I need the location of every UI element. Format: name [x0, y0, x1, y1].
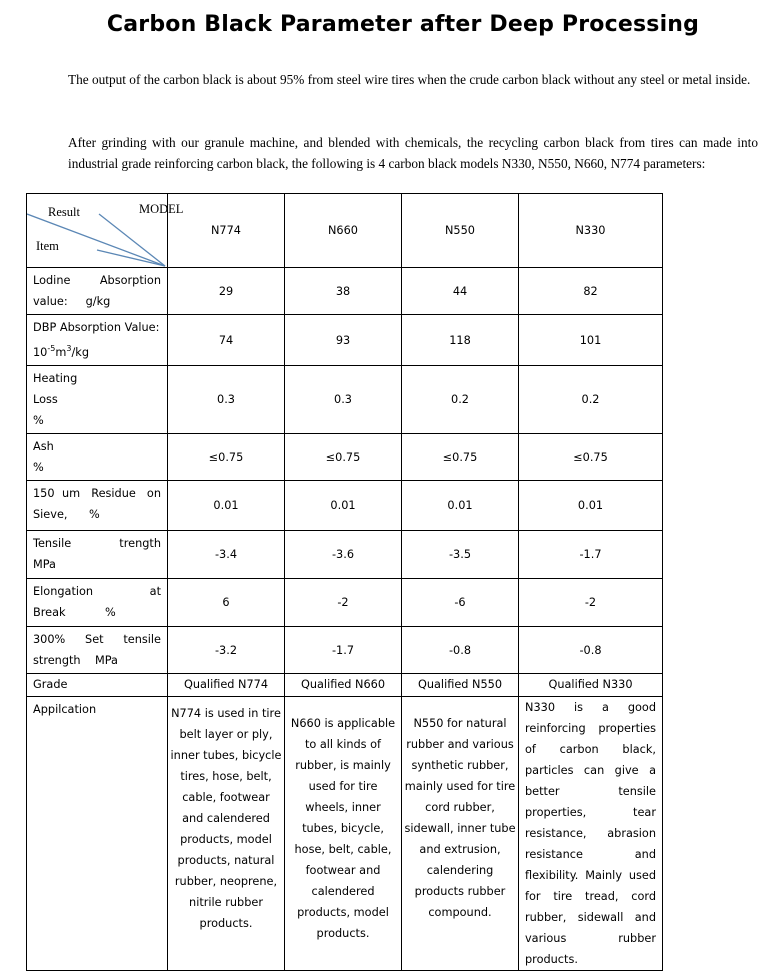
result-label: Result: [48, 205, 80, 219]
table-row: [27, 627, 663, 674]
table-cell: 44: [402, 268, 519, 315]
table-cell: -3.6: [285, 531, 402, 579]
intro-paragraph-1: The output of the carbon black is about 95% from steel wire tires when the crude carbon black without any steel or metal inside.: [68, 72, 751, 87]
table-cell: -3.4: [168, 531, 285, 579]
table-cell: 6: [168, 579, 285, 627]
application-cell: N550 for natural rubber and various synthetic rubber, mainly used for tire cord rubber, sidewall, inner tube and extrusion, calendering products rubber compound.: [402, 697, 519, 971]
row-item-label: Tensile trength MPa: [27, 531, 168, 579]
model-header: N774: [168, 194, 285, 268]
table-cell: ≤0.75: [519, 434, 663, 481]
table-cell: 0.01: [519, 481, 663, 531]
table-cell: 74: [168, 315, 285, 366]
grade-label: Grade: [27, 674, 168, 697]
model-label: MODEL: [139, 202, 184, 216]
table-cell: -3.2: [168, 627, 285, 674]
table-cell: 0.01: [285, 481, 402, 531]
table-cell: -2: [285, 579, 402, 627]
table-cell: 118: [402, 315, 519, 366]
header-row: [27, 194, 663, 268]
application-row: [27, 697, 663, 971]
table-cell: 82: [519, 268, 663, 315]
row-item-label: 150 um Residue on Sieve, %: [27, 481, 168, 531]
row-item-label: Elongation at Break %: [27, 579, 168, 627]
table-cell: -6: [402, 579, 519, 627]
application-cell: N774 is used in tire belt layer or ply, inner tubes, bicycle tires, hose, belt, cable, footwear and calendered products, model products, natural rubber, neoprene, nitrile rubber products.: [168, 697, 285, 971]
table-row: [27, 481, 663, 531]
model-header: N330: [519, 194, 663, 268]
table-cell: 93: [285, 315, 402, 366]
table-row: [27, 366, 663, 434]
row-item-label: 300% Set tensile strength MPa: [27, 627, 168, 674]
application-cell: N660 is applicable to all kinds of rubber, is mainly used for tire wheels, inner tubes, bicycle, hose, belt, cable, footwear and calendered products, model products.: [285, 697, 402, 971]
row-item-label: DBP Absorption Value: $10^{-5}m^3/kg$: [27, 315, 168, 366]
row-item-label: Heating Loss %: [27, 366, 168, 434]
table-row: [27, 268, 663, 315]
diagonal-header-cell: [27, 194, 184, 268]
table-cell: ≤0.75: [402, 434, 519, 481]
row-item-label: Ash %: [27, 434, 168, 481]
model-header: N550: [402, 194, 519, 268]
model-header: N660: [285, 194, 402, 268]
table-cell: 0.2: [519, 366, 663, 434]
table-cell: -0.8: [402, 627, 519, 674]
intro-paragraph-2: After grinding with our granule machine, and blended with chemicals, the recycling carbon black from tires can made into industrial grade reinforcing carbon black, the following is 4 carbon black models N330, N550, N660, N774 parameters:: [68, 135, 758, 171]
table-row: [27, 315, 663, 366]
application-label: Appilcation: [27, 697, 168, 971]
table-cell: -0.8: [519, 627, 663, 674]
grade-cell: Qualified N774: [168, 674, 285, 697]
application-cell: N330 is a good reinforcing properties of carbon black, particles can give a better tensile properties, tear resistance, abrasion resistance and flexibility. Mainly used for tire tread, cord rubber, sidewall and various rubber products.: [519, 697, 663, 971]
table-cell: 0.2: [402, 366, 519, 434]
table-cell: 0.3: [285, 366, 402, 434]
item-label: Item: [36, 239, 59, 253]
parameter-table: [26, 193, 663, 971]
table-cell: ≤0.75: [285, 434, 402, 481]
grade-cell: Qualified N550: [402, 674, 519, 697]
table-cell: 29: [168, 268, 285, 315]
table-cell: -1.7: [285, 627, 402, 674]
grade-row: [27, 674, 663, 697]
table-row: [27, 434, 663, 481]
table-cell: 0.01: [168, 481, 285, 531]
table-cell: 0.01: [402, 481, 519, 531]
table-cell: ≤0.75: [168, 434, 285, 481]
table-cell: 38: [285, 268, 402, 315]
table-row: [27, 531, 663, 579]
row-item-label: Lodine Absorption value: g/kg: [27, 268, 168, 315]
table-cell: 101: [519, 315, 663, 366]
grade-cell: Qualified N330: [519, 674, 663, 697]
table-cell: 0.3: [168, 366, 285, 434]
table-row: [27, 579, 663, 627]
table-cell: -3.5: [402, 531, 519, 579]
page-title: Carbon Black Parameter after Deep Processing: [106, 12, 700, 37]
table-cell: -2: [519, 579, 663, 627]
table-cell: -1.7: [519, 531, 663, 579]
grade-cell: Qualified N660: [285, 674, 402, 697]
